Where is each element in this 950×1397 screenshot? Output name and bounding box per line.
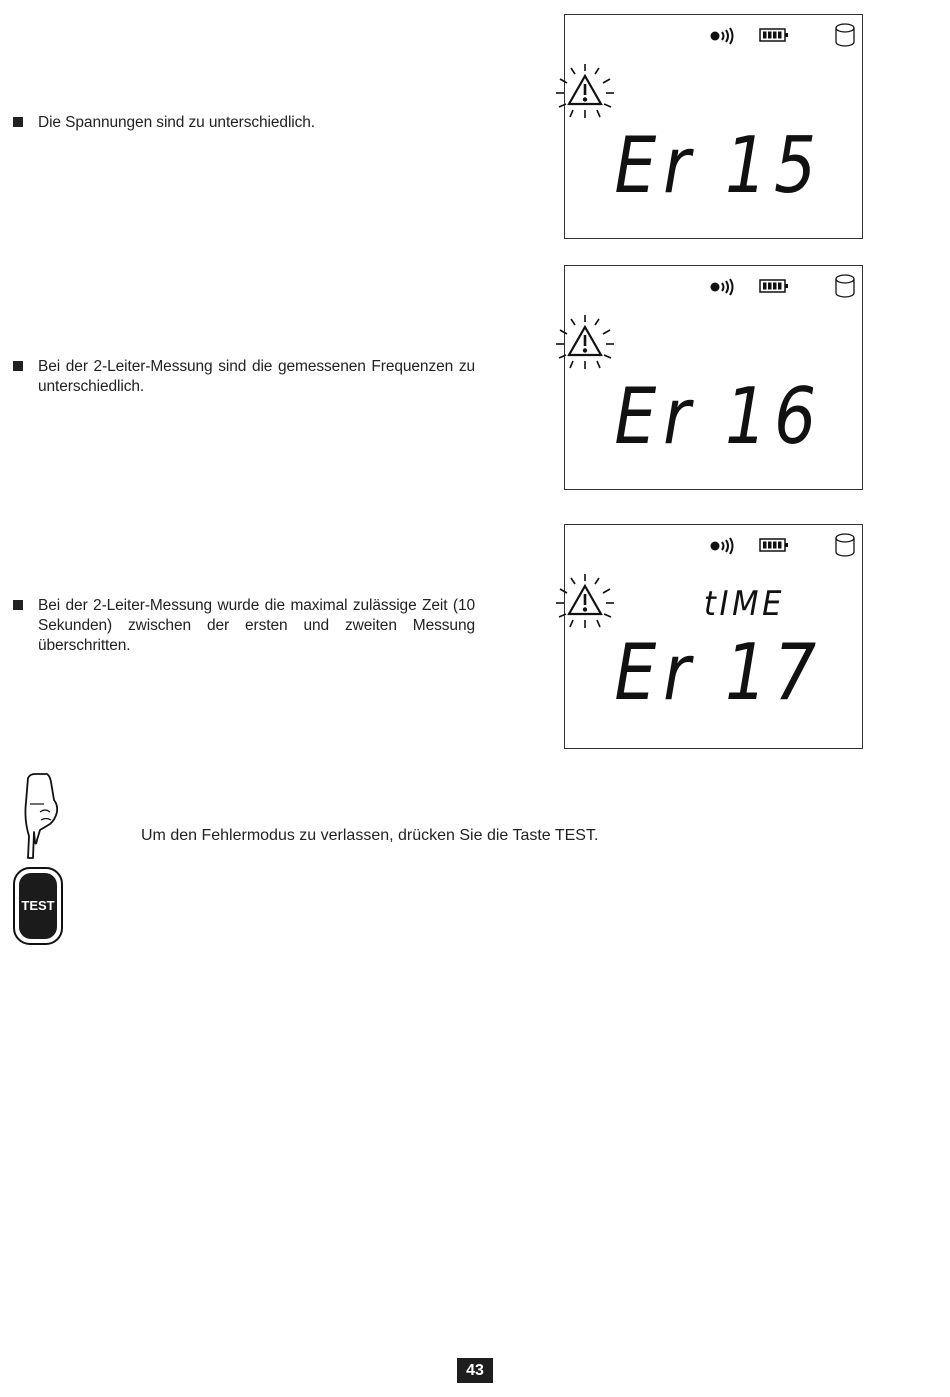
bluetooth-signal-icon — [711, 28, 733, 44]
page-number: 43 — [457, 1358, 493, 1383]
error-subtext: tIME — [703, 583, 785, 624]
warning-icon — [554, 313, 616, 375]
memory-icon — [836, 534, 854, 556]
lcd-screen-1 — [564, 14, 863, 239]
bullet-marker — [13, 600, 23, 610]
memory-icon — [836, 275, 854, 297]
bullet-marker — [13, 117, 23, 127]
test-button-label: TEST — [21, 898, 55, 913]
battery-icon — [760, 29, 788, 41]
error-code: Er 17 — [614, 627, 823, 719]
memory-icon — [836, 24, 854, 46]
warning-icon — [554, 62, 616, 124]
test-button — [12, 866, 64, 946]
lcd-screen-2 — [564, 265, 863, 490]
bluetooth-signal-icon — [711, 279, 733, 295]
error-code: Er 16 — [614, 371, 823, 463]
item-2-text: Bei der 2-Leiter-Messung sind die gemessenen Frequenzen zu unterschiedlich. — [38, 358, 475, 395]
item-1-text: Die Spannungen sind zu unterschiedlich. — [38, 114, 316, 131]
bullet-marker — [13, 361, 23, 371]
item-3-text: Bei der 2-Leiter-Messung wurde die maximal zulässige Zeit (10 Sekunden) zwischen der ersten und zweiten Messung überschritten. — [38, 597, 475, 654]
bluetooth-signal-icon — [711, 538, 733, 554]
error-code: Er 15 — [614, 120, 823, 212]
battery-icon — [760, 280, 788, 292]
warning-icon — [554, 572, 616, 634]
pointing-hand-icon — [20, 772, 64, 862]
lcd-screen-3 — [564, 524, 863, 749]
note-text: Um den Fehlermodus zu verlassen, drücken Sie die Taste TEST. — [141, 827, 599, 844]
battery-icon — [760, 539, 788, 551]
